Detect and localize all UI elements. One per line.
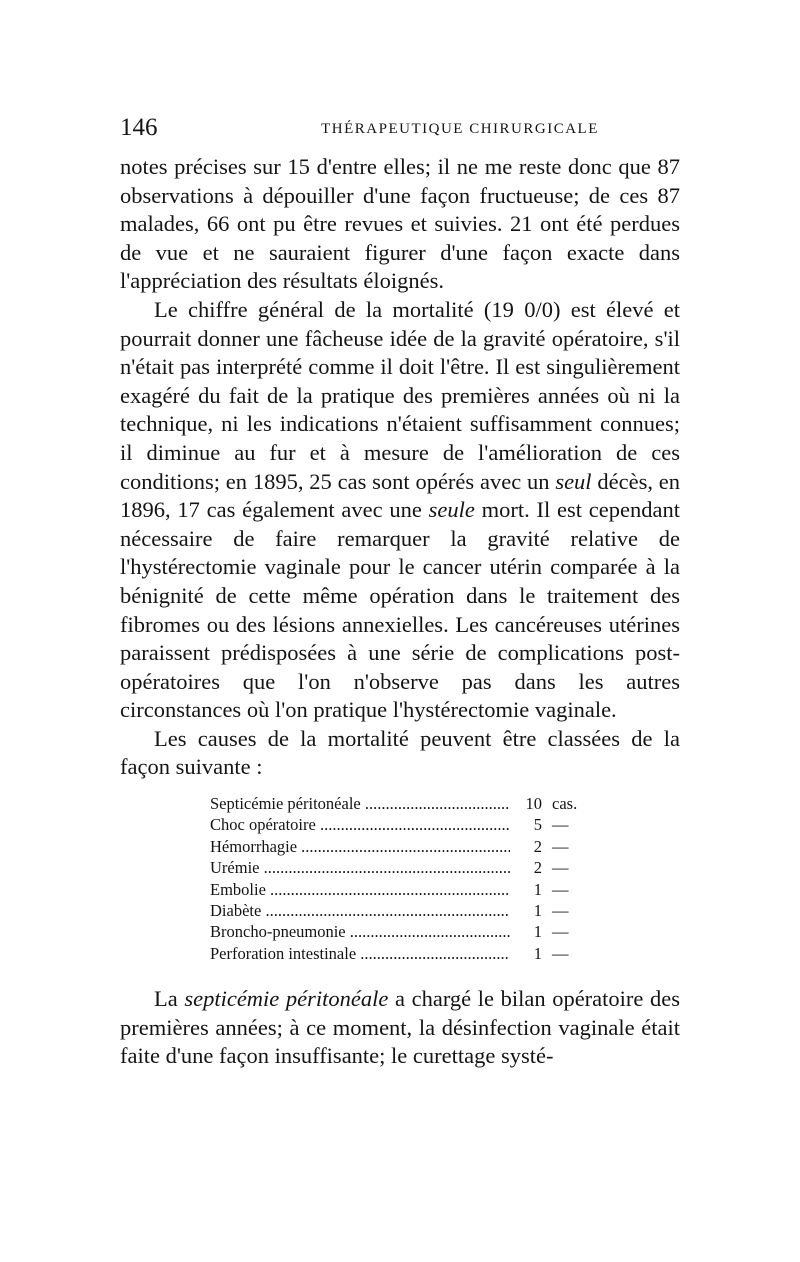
cause-label: Broncho-pneumonie .....: [210, 921, 510, 942]
cause-label: Septicémie péritonéale .....: [210, 793, 510, 814]
paragraph-2-part-c: mort. Il est cependant nécessaire de faire remarquer la gravité relative de l'hystérectomie vaginale pour le cancer utérin comparée à la bénignité de cette même opération dans le traitement des fibromes ou des lésions annexielles. Les cancéreuses utérines paraissent prédisposées à une série de complications post-opératoires que l'on n'observe pas dans les autres circonstances où l'on pratique l'hystérectomie vaginale.: [120, 497, 680, 723]
paragraph-2-part-a: Le chiffre général de la mortalité (19 0/0) est élevé et pourrait donner une fâcheuse idée de la gravité opératoire, s'il n'était pas interprété comme il doit l'être. Il est singulièrement exagéré du fait de la pratique des premières années où ni la technique, ni les indications n'étaient suffisamment connues; il diminue au fur et à mesure de l'amélioration de ces conditions; en 1895, 25 cas sont opérés avec un: [120, 296, 680, 494]
cause-unit: —: [552, 943, 569, 963]
cause-count: 5: [533, 815, 542, 835]
cause-count: 1: [533, 922, 542, 942]
cause-count: 1: [533, 943, 542, 963]
mortality-causes-table: [210, 793, 600, 964]
page-number: 146: [120, 114, 158, 141]
cause-label: Hémorrhagie .....: [210, 836, 510, 857]
emphasis-seul: seul: [555, 468, 592, 494]
cause-unit: —: [552, 836, 569, 856]
cause-count: 1: [533, 900, 542, 920]
cause-unit: —: [552, 858, 569, 878]
cause-count: 1: [533, 879, 542, 899]
cause-count: 2: [533, 836, 542, 856]
table-row: [210, 836, 600, 857]
cause-unit: —: [552, 815, 569, 835]
running-head: THÉRAPEUTIQUE CHIRURGICALE: [321, 121, 599, 137]
table-row: [210, 879, 600, 900]
paragraph-4-part-a: La: [154, 986, 185, 1011]
table-row: [210, 943, 600, 964]
table-row: [210, 814, 600, 835]
table-row: [210, 900, 600, 921]
cause-unit: cas.: [552, 794, 578, 813]
body-text: [120, 153, 680, 782]
cause-label: Embolie .....: [210, 879, 510, 900]
cause-label: Urémie .....: [210, 857, 510, 878]
cause-count: 2: [533, 858, 542, 878]
paragraph-2: [120, 296, 680, 725]
table-row: [210, 793, 600, 814]
paragraph-3: Les causes de la mortalité peuvent être classées de la façon suivante :: [120, 725, 680, 780]
emphasis-septicemie: septicémie péritonéale: [184, 986, 389, 1011]
cause-label: Perforation intestinale .....: [210, 943, 510, 964]
paragraph-1: notes précises sur 15 d'entre elles; il ne me reste donc que 87 observations à dépouiller d'une façon fructueuse; de ces 87 malades, 66 ont pu être revues et suivies. 21 ont été perdues de vue et ne sauraient figurer d'une façon exacte dans l'appréciation des résultats éloignés.: [120, 154, 680, 294]
cause-label: Diabète .....: [210, 900, 510, 921]
cause-label: Choc opératoire .....: [210, 814, 510, 835]
cause-unit: —: [552, 900, 569, 920]
paragraph-2-part-b: décès, en 1896, 17 cas également avec une: [120, 468, 681, 523]
page-header: [120, 112, 680, 152]
emphasis-seule: seule: [428, 497, 475, 523]
table-row: [210, 857, 600, 878]
cause-unit: —: [552, 879, 569, 899]
paragraph-4: [120, 985, 680, 1071]
table-row: [210, 921, 600, 942]
paragraph-4-part-b: a chargé le bilan opératoire des premières années; à ce moment, la désinfection vaginale était faite d'une façon insuffisante; le curettage systé-: [120, 986, 680, 1069]
cause-unit: —: [552, 922, 569, 942]
cause-count: 10: [525, 794, 542, 813]
tail-text: [120, 985, 680, 1071]
